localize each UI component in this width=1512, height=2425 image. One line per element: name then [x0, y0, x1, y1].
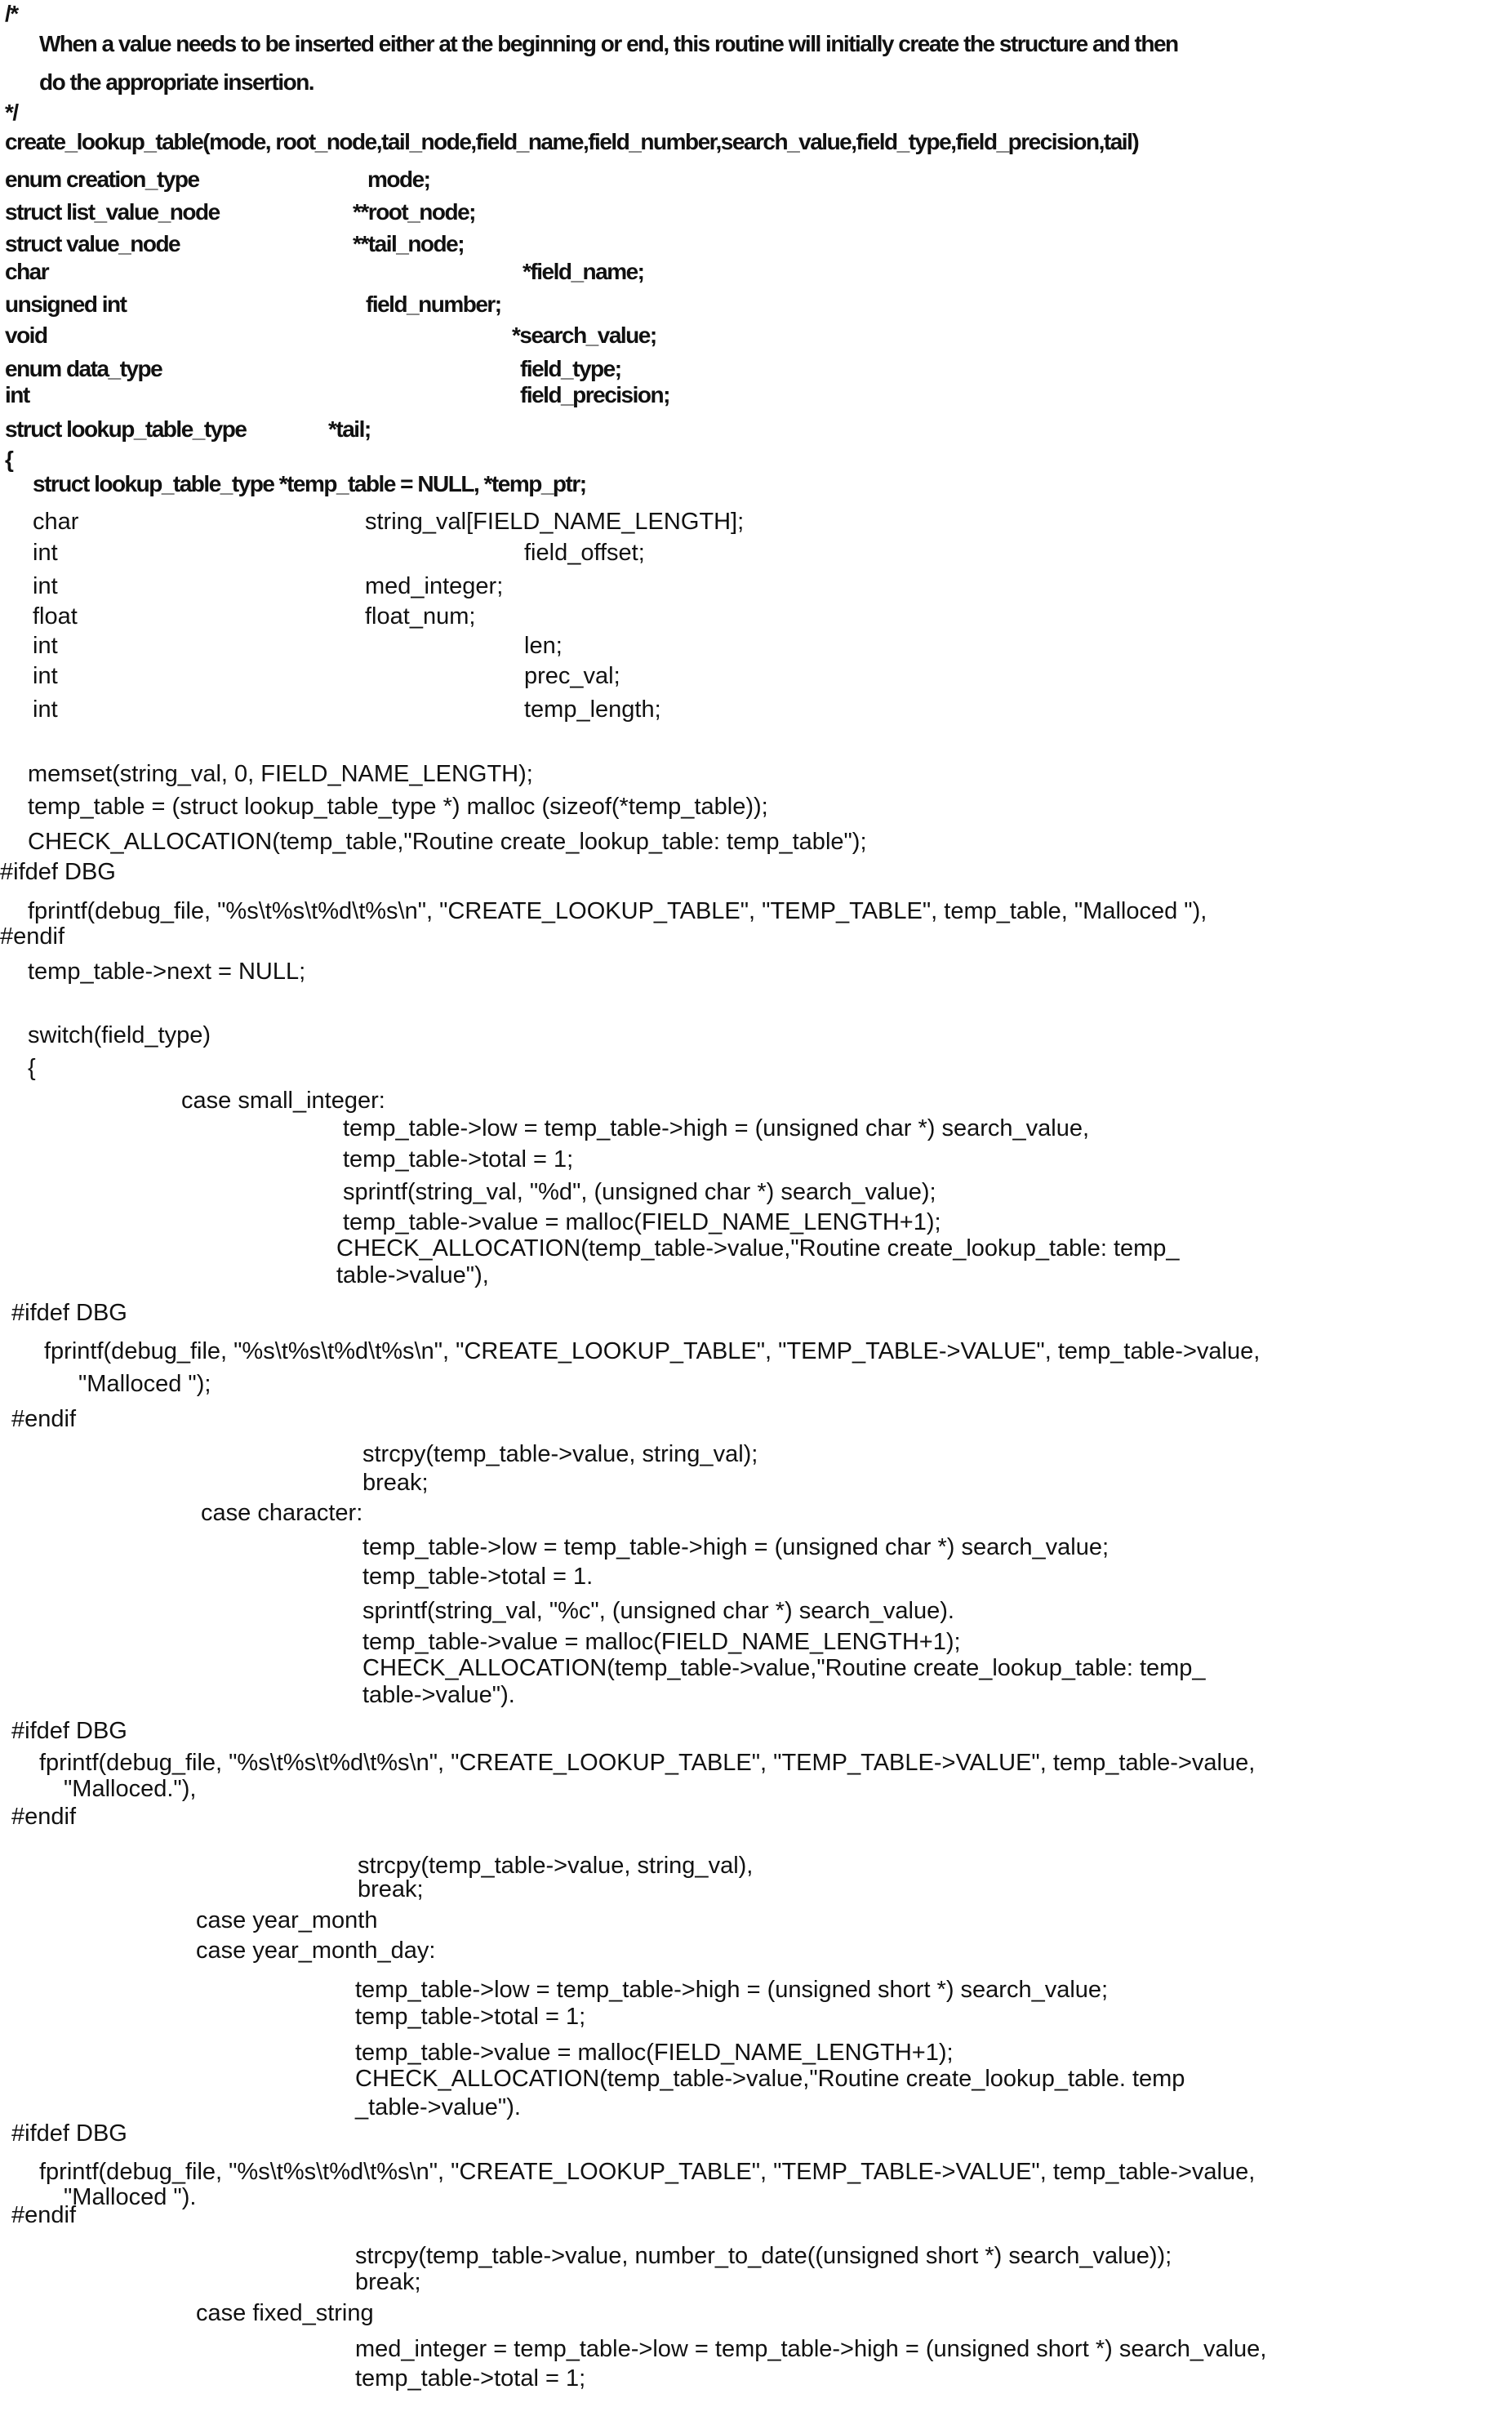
code-line: CHECK_ALLOCATION(temp_table->value,"Routine create_lookup_table: temp_ — [336, 1235, 1180, 1262]
code-line: #ifdef DBG — [11, 2120, 127, 2147]
code-line: string_val[FIELD_NAME_LENGTH]; — [365, 508, 744, 536]
code-line: CHECK_ALLOCATION(temp_table->value,"Routine create_lookup_table. temp — [355, 2065, 1185, 2093]
code-line: do the appropriate insertion. — [39, 69, 314, 96]
code-line: sprintf(string_val, "%c", (unsigned char *) search_value). — [362, 1597, 954, 1625]
code-line: struct value_node — [5, 230, 180, 258]
code-line: strcpy(temp_table->value, string_val); — [362, 1440, 758, 1468]
code-line: int — [33, 662, 58, 690]
code-line: **tail_node; — [353, 230, 464, 258]
code-line: case small_integer: — [181, 1087, 385, 1115]
code-line: temp_table->next = NULL; — [28, 958, 305, 986]
code-line: "Malloced "). — [64, 2183, 196, 2211]
code-line: void — [5, 322, 47, 349]
code-line: temp_table = (struct lookup_table_type *) malloc (sizeof(*temp_table)); — [28, 793, 768, 821]
code-line: /* — [5, 0, 18, 28]
code-line: #ifdef DBG — [11, 1299, 127, 1327]
code-line: fprintf(debug_file, "%s\t%s\t%d\t%s\n", "CREATE_LOOKUP_TABLE", "TEMP_TABLE", temp_table, "Malloced "), — [28, 897, 1207, 925]
code-line: create_lookup_table(mode, root_node,tail_node,field_name,field_number,search_value,field_type,field_precision,tail) — [5, 128, 1138, 156]
code-line: break; — [358, 1875, 424, 1903]
code-line: When a value needs to be inserted either at the beginning or end, this routine will initially create the structure and then — [39, 30, 1178, 58]
code-line: temp_table->total = 1. — [362, 1563, 593, 1591]
code-line: *search_value; — [512, 322, 656, 349]
code-line: break; — [355, 2268, 421, 2296]
code-line: float — [33, 603, 78, 630]
code-line: field_precision; — [520, 381, 669, 409]
code-line: temp_table->value = malloc(FIELD_NAME_LENGTH+1); — [355, 2039, 954, 2067]
code-line: break; — [362, 1469, 429, 1497]
code-line: float_num; — [365, 603, 475, 630]
code-line: *field_name; — [523, 258, 644, 286]
code-line: "Malloced "); — [78, 1370, 211, 1398]
code-line: case character: — [201, 1499, 362, 1527]
code-line: enum data_type — [5, 355, 162, 383]
code-line: int — [33, 539, 58, 567]
code-line: field_type; — [520, 355, 621, 383]
code-line: strcpy(temp_table->value, number_to_date((unsigned short *) search_value)); — [355, 2242, 1172, 2270]
code-line: switch(field_type) — [28, 1021, 211, 1049]
code-line: int — [5, 381, 29, 409]
code-line: */ — [5, 99, 18, 127]
code-line: #ifdef DBG — [11, 1717, 127, 1745]
code-line: fprintf(debug_file, "%s\t%s\t%d\t%s\n", "CREATE_LOOKUP_TABLE", "TEMP_TABLE->VALUE", temp_table->value, — [44, 1337, 1260, 1365]
code-line: med_integer; — [365, 572, 503, 600]
code-line: strcpy(temp_table->value, string_val), — [358, 1852, 753, 1880]
code-line: case year_month_day: — [196, 1937, 435, 1964]
code-line: struct list_value_node — [5, 198, 220, 226]
code-line: unsigned int — [5, 291, 126, 318]
code-line: case fixed_string — [196, 2299, 374, 2327]
code-line: CHECK_ALLOCATION(temp_table,"Routine create_lookup_table: temp_table"); — [28, 828, 867, 856]
code-line: char — [5, 258, 48, 286]
code-line: temp_table->total = 1; — [343, 1146, 573, 1173]
code-line: mode; — [367, 166, 430, 194]
code-line: fprintf(debug_file, "%s\t%s\t%d\t%s\n", "CREATE_LOOKUP_TABLE", "TEMP_TABLE->VALUE", temp_table->value, — [39, 2158, 1255, 2186]
code-line: case year_month — [196, 1907, 377, 1934]
code-line: _table->value"). — [355, 2094, 521, 2121]
code-listing-page — [0, 0, 1512, 2425]
code-line: temp_table->total = 1; — [355, 2365, 585, 2392]
code-line: prec_val; — [524, 662, 620, 690]
code-line: #endif — [0, 923, 64, 950]
code-line: field_offset; — [524, 539, 645, 567]
code-line: table->value"), — [336, 1261, 489, 1289]
code-line: table->value"). — [362, 1681, 515, 1709]
code-line: len; — [524, 632, 563, 660]
code-line: temp_table->low = temp_table->high = (unsigned short *) search_value; — [355, 1976, 1108, 2004]
code-line: struct lookup_table_type *temp_table = NULL, *temp_ptr; — [33, 470, 586, 498]
code-line: CHECK_ALLOCATION(temp_table->value,"Routine create_lookup_table: temp_ — [362, 1654, 1206, 1682]
code-line: enum creation_type — [5, 166, 199, 194]
code-line: struct lookup_table_type — [5, 416, 246, 443]
code-line: *tail; — [328, 416, 371, 443]
code-line: memset(string_val, 0, FIELD_NAME_LENGTH); — [28, 760, 533, 788]
code-line: #endif — [11, 1803, 76, 1831]
code-line: temp_table->value = malloc(FIELD_NAME_LENGTH+1); — [343, 1208, 941, 1236]
code-line: temp_length; — [524, 696, 661, 723]
code-line: fprintf(debug_file, "%s\t%s\t%d\t%s\n", "CREATE_LOOKUP_TABLE", "TEMP_TABLE->VALUE", temp_table->value, — [39, 1749, 1255, 1777]
code-line: int — [33, 696, 58, 723]
code-line: med_integer = temp_table->low = temp_table->high = (unsigned short *) search_value, — [355, 2335, 1266, 2363]
code-line: temp_table->low = temp_table->high = (unsigned char *) search_value, — [343, 1115, 1089, 1142]
code-line: int — [33, 632, 58, 660]
code-line: #endif — [11, 2201, 76, 2229]
code-line: int — [33, 572, 58, 600]
code-line: temp_table->value = malloc(FIELD_NAME_LENGTH+1); — [362, 1628, 961, 1656]
code-line: #endif — [11, 1405, 76, 1433]
code-line: **root_node; — [353, 198, 475, 226]
code-line: "Malloced."), — [64, 1775, 196, 1803]
code-line: field_number; — [366, 291, 501, 318]
code-line: #ifdef DBG — [0, 858, 116, 886]
code-line: { — [28, 1054, 36, 1082]
code-line: temp_table->total = 1; — [355, 2003, 585, 2031]
code-line: { — [5, 446, 12, 474]
code-line: sprintf(string_val, "%d", (unsigned char *) search_value); — [343, 1178, 936, 1206]
code-line: char — [33, 508, 78, 536]
code-line: temp_table->low = temp_table->high = (unsigned char *) search_value; — [362, 1533, 1109, 1561]
